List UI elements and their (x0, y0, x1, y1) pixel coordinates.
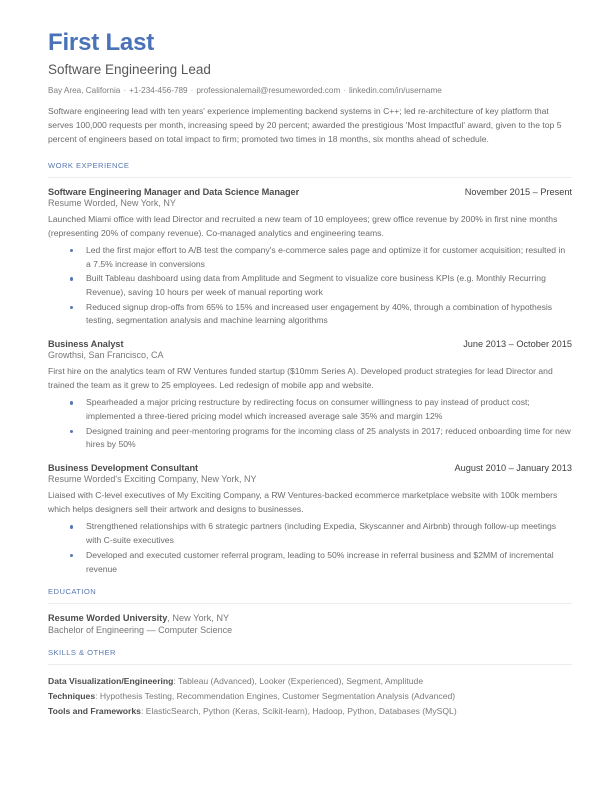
job-company: Resume Worded's Exciting Company, New York, NY (48, 474, 257, 485)
resume-header (48, 30, 572, 96)
section-title-work-experience: WORK EXPERIENCE (48, 161, 130, 170)
job-bullet-list (48, 244, 572, 329)
section-divider (48, 603, 572, 604)
job-bullet-list (48, 396, 572, 452)
skill-label: Techniques (48, 691, 96, 702)
contact-separator: · (190, 85, 194, 95)
candidate-headline: Software Engineering Lead (48, 62, 211, 78)
job-header (48, 187, 572, 197)
job-title: Business Development Consultant (48, 463, 199, 474)
job-title: Software Engineering Manager and Data Science Manager (48, 187, 300, 197)
section-work-experience (48, 161, 572, 576)
contact-phone: +1-234-456-789 (129, 85, 188, 95)
contact-linkedin[interactable]: linkedin.com/in/username (349, 85, 442, 95)
skill-value: : Tableau (Advanced), Looker (Experienced), Segment, Amplitude (173, 676, 424, 687)
skill-label: Tools and Frameworks (48, 706, 141, 716)
skill-line (48, 689, 572, 704)
skill-line (48, 674, 572, 689)
job-header (48, 463, 572, 473)
contact-separator: · (343, 85, 346, 95)
section-title-education: EDUCATION (48, 587, 97, 597)
contact-line (48, 86, 572, 97)
job-header (48, 339, 572, 349)
job-bullet: Spearheaded a major pricing restructure by redirecting focus on consumer willingness to pay instead of product cost; implemented a three-tiered pricing model which increased average sale 35% and margin 12% (70, 396, 572, 424)
education-location: , New York, NY (167, 613, 230, 624)
job-entry (48, 187, 572, 328)
job-bullet: Reduced signup drop-offs from 65% to 15% and increased user engagement by 40%, through a combination of hypothesis testing, segmentation analysis and machine learning algorithms (70, 301, 572, 329)
job-dates: November 2015 – Present (464, 187, 572, 197)
contact-separator: · (123, 85, 127, 95)
contact-email[interactable]: professionalemail@resumeworded.com (196, 85, 341, 95)
job-entry (48, 339, 572, 452)
job-bullet: Strengthened relationships with 6 strategic partners (including Expedia, Skyscanner and Airbnb) through follow-up meetings with C-suite executives (70, 520, 572, 548)
job-dates: August 2010 – January 2013 (454, 463, 572, 474)
section-divider (48, 664, 572, 665)
section-education (48, 587, 572, 635)
job-description: Launched Miami office with lead Director and recruited a new team of 10 employees; grew office revenue by 200% in first nine months (representing 20% of company revenue). Co-managed analytics and engineering teams. (48, 214, 558, 238)
job-description: Liaised with C-level executives of My Exciting Company, a RW Ventures-backed ecommerce marketplace website with 100k members which helps designers sell their artwork and designs to businesses. (48, 490, 558, 515)
job-bullet: Built Tableau dashboard using data from Amplitude and Segment to visualize core business KPIs (e.g. Monthly Recurring Revenue), saving 10 hours per week of manual reporting work (70, 272, 572, 300)
job-entry (48, 463, 572, 576)
section-divider (48, 177, 572, 178)
education-school-line (48, 613, 572, 623)
professional-summary: Software engineering lead with ten years' experience implementing backend systems in C++; led re-architecture of key platform that serves 100,000 requests per month, increasing speed by 20 percent; awarded the prestigious 'Most Impactful' award, given to the top 5 percent of engineers based on total impact to firm; promoted two times in 18 months, six months ahead of schedule. (48, 106, 562, 145)
job-dates: June 2013 – October 2015 (463, 339, 572, 350)
skill-value: : Hypothesis Testing, Recommendation Engines, Customer Segmentation Analysis (Advanced) (95, 691, 456, 702)
skill-line (48, 704, 572, 719)
contact-location: Bay Area, California (48, 85, 121, 95)
job-bullet-list (48, 520, 572, 576)
job-title: Business Analyst (48, 339, 124, 350)
skill-value: : ElasticSearch, Python (Keras, Scikit-learn), Hadoop, Python, Databases (MySQL) (140, 706, 457, 716)
job-bullet: Designed training and peer-mentoring programs for the incoming class of 25 analysts in 2017; reduced onboarding time for new hires by 50% (70, 425, 572, 453)
skill-label: Data Visualization/Engineering (48, 676, 174, 687)
section-skills (48, 648, 572, 718)
candidate-name: First Last (48, 29, 155, 56)
job-bullet: Developed and executed customer referral program, leading to 50% increase in referral business and $2MM of incremental revenue (70, 549, 572, 577)
education-entry (48, 613, 572, 635)
job-company: Resume Worded, New York, NY (48, 198, 176, 208)
job-description: First hire on the analytics team of RW Ventures funded startup ($10mm Series A). Developed product strategies for lead Director and trained the team as it grew to 25 employees. Led redesign of mobile app and website. (48, 366, 553, 391)
education-degree: Bachelor of Engineering — Computer Science (48, 625, 233, 636)
education-school: Resume Worded University (48, 613, 168, 624)
job-company: Growthsi, San Francisco, CA (48, 350, 164, 361)
section-title-skills: SKILLS & OTHER (48, 648, 116, 658)
job-bullet: Led the first major effort to A/B test the company's e-commerce sales page and optimize it for customer acquisition; resulted in a 7.5% increase in conversions (70, 244, 572, 272)
